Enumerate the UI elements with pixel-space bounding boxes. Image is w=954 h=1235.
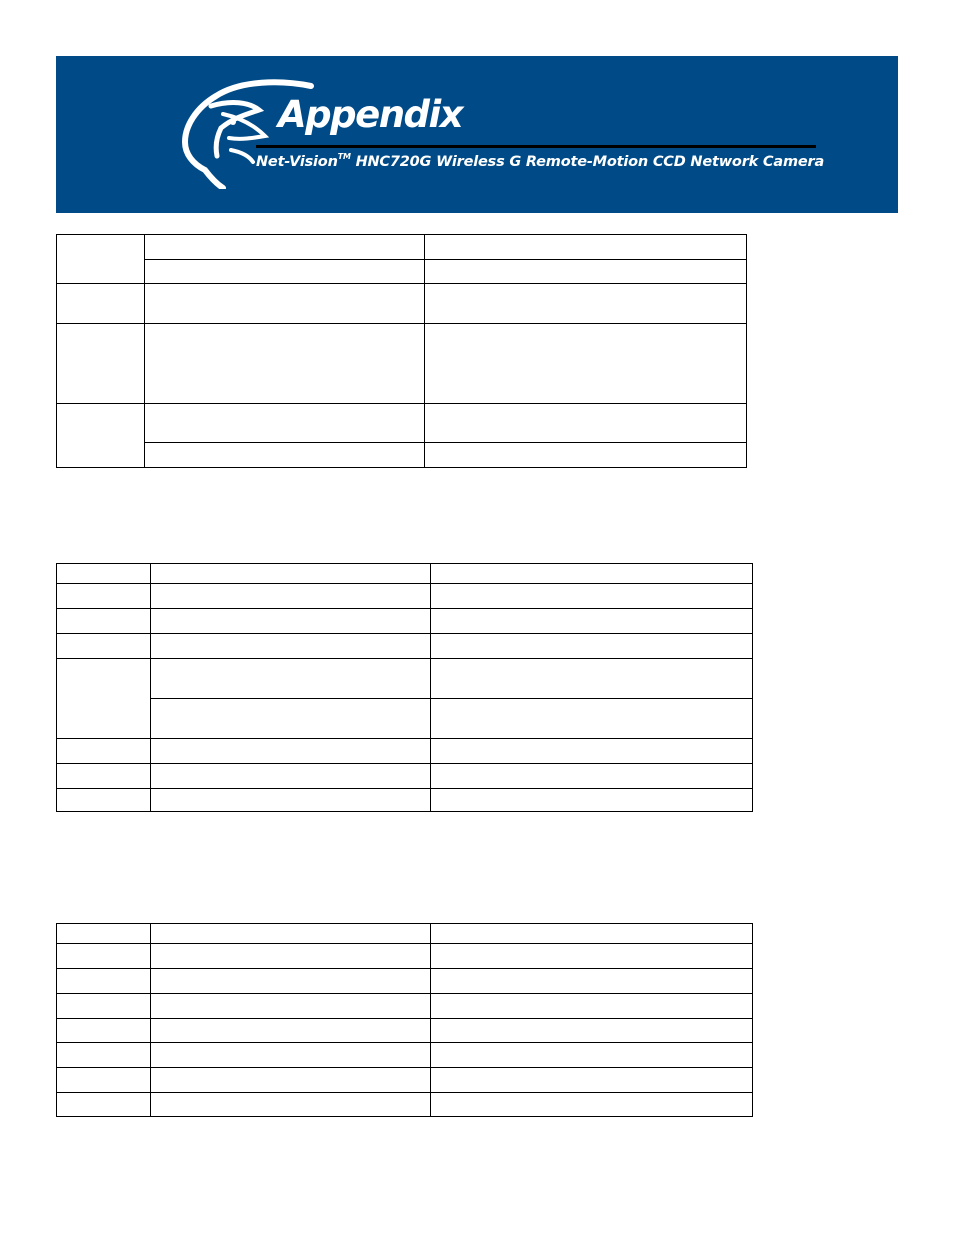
table-cell <box>431 944 753 969</box>
table-cell <box>431 634 753 659</box>
table-row <box>57 634 753 659</box>
trademark-mark: TM <box>337 152 351 161</box>
table-cell <box>151 584 431 609</box>
table-cell <box>151 609 431 634</box>
title-underline <box>256 145 816 148</box>
table-cell <box>151 789 431 812</box>
table-cell <box>57 1043 151 1068</box>
table-cell <box>431 789 753 812</box>
table-row <box>57 324 747 404</box>
table-cell <box>431 564 753 584</box>
table-cell <box>431 924 753 944</box>
table-cell <box>151 699 431 739</box>
spec-table-2 <box>56 563 753 812</box>
table-cell <box>57 404 145 468</box>
table-cell <box>151 764 431 789</box>
page-title: Appendix <box>278 93 463 136</box>
table-cell <box>431 739 753 764</box>
table-row <box>57 564 753 584</box>
brand-name: Net-Vision <box>256 153 338 170</box>
table-cell <box>57 764 151 789</box>
table-row <box>57 404 747 443</box>
table-row <box>57 969 753 994</box>
table-cell <box>151 944 431 969</box>
table-cell <box>425 284 747 324</box>
table-cell <box>431 969 753 994</box>
table-cell <box>145 404 425 443</box>
table-cell <box>151 659 431 699</box>
header-banner <box>56 56 898 213</box>
table-row <box>57 994 753 1019</box>
table-cell <box>57 659 151 739</box>
table-cell <box>57 584 151 609</box>
table-row <box>57 1068 753 1093</box>
table-cell <box>431 1068 753 1093</box>
table-cell <box>151 969 431 994</box>
table-cell <box>151 1043 431 1068</box>
table-row <box>57 443 747 468</box>
table-cell <box>145 260 425 284</box>
table-cell <box>57 1068 151 1093</box>
table-cell <box>151 739 431 764</box>
table-row <box>57 764 753 789</box>
table-row <box>57 1093 753 1117</box>
table-cell <box>431 659 753 699</box>
table-cell <box>431 699 753 739</box>
table-row <box>57 260 747 284</box>
table-cell <box>431 994 753 1019</box>
table-cell <box>151 564 431 584</box>
table-cell <box>425 235 747 260</box>
table-cell <box>57 739 151 764</box>
spec-table-3 <box>56 923 753 1117</box>
table-cell <box>57 1093 151 1117</box>
table-cell <box>431 584 753 609</box>
table-cell <box>431 609 753 634</box>
table-cell <box>425 260 747 284</box>
table-cell <box>57 235 145 284</box>
table-cell <box>145 235 425 260</box>
table-row <box>57 739 753 764</box>
table-cell <box>145 443 425 468</box>
table-cell <box>425 443 747 468</box>
table-cell <box>57 944 151 969</box>
table-cell <box>145 324 425 404</box>
table-cell <box>57 634 151 659</box>
table-cell <box>57 994 151 1019</box>
table-cell <box>425 404 747 443</box>
table-cell <box>431 1093 753 1117</box>
table-row <box>57 235 747 260</box>
table-row <box>57 789 753 812</box>
table-row <box>57 944 753 969</box>
table-cell <box>151 634 431 659</box>
table-cell <box>145 284 425 324</box>
table-row <box>57 659 753 699</box>
table-cell <box>57 969 151 994</box>
table-cell <box>151 994 431 1019</box>
table-cell <box>57 789 151 812</box>
table-row <box>57 284 747 324</box>
product-name: HNC720G Wireless G Remote-Motion CCD Network Camera <box>350 153 825 170</box>
table-cell <box>151 1068 431 1093</box>
table-cell <box>57 924 151 944</box>
table-cell <box>425 324 747 404</box>
table-cell <box>151 1019 431 1043</box>
table-row <box>57 584 753 609</box>
table-cell <box>57 324 145 404</box>
table-row <box>57 699 753 739</box>
product-subtitle <box>256 153 824 170</box>
table-cell <box>151 1093 431 1117</box>
table-cell <box>57 284 145 324</box>
table-cell <box>151 924 431 944</box>
table-cell <box>57 1019 151 1043</box>
table-cell <box>431 1043 753 1068</box>
table-row <box>57 1043 753 1068</box>
table-row <box>57 924 753 944</box>
table-row <box>57 1019 753 1043</box>
spec-table-1 <box>56 234 747 468</box>
table-cell <box>431 764 753 789</box>
table-row <box>57 609 753 634</box>
table-cell <box>57 564 151 584</box>
table-cell <box>57 609 151 634</box>
table-cell <box>431 1019 753 1043</box>
